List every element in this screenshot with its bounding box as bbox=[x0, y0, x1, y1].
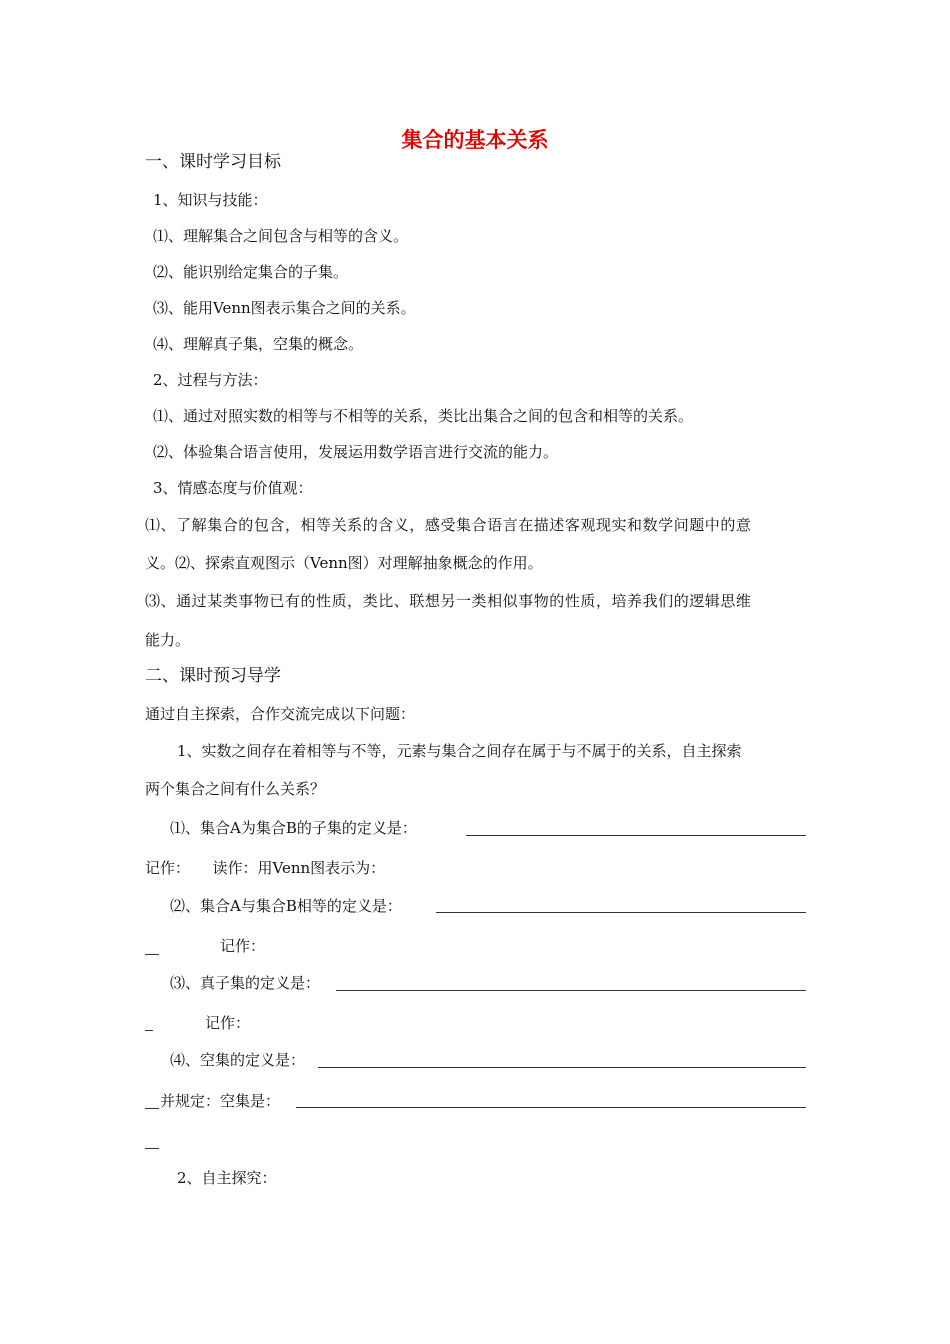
definition-prompt-proper-subset: ⑶、真子集的定义是： bbox=[170, 974, 321, 992]
section-heading-objectives: 一、课时学习目标 bbox=[145, 152, 281, 172]
objective-line: ⑵、能识别给定集合的子集。 bbox=[153, 263, 349, 281]
question-line: 2、自主探究： bbox=[177, 1169, 277, 1187]
definition-prompt-equal: ⑵、集合A与集合B相等的定义是： bbox=[170, 897, 402, 915]
subheading-attitude: 3、情感态度与价值观： bbox=[153, 479, 313, 497]
answer-blank-continued[interactable] bbox=[145, 954, 159, 955]
answer-blank[interactable] bbox=[336, 990, 806, 991]
section-heading-preview: 二、课时预习导学 bbox=[145, 666, 281, 686]
page-title: 集合的基本关系 bbox=[401, 128, 549, 152]
answer-blank[interactable] bbox=[318, 1067, 806, 1068]
objective-line: ⑴、通过对照实数的相等与不相等的关系，类比出集合之间的包含和相等的关系。 bbox=[153, 407, 694, 425]
objective-line: ⑴、了解集合的包含，相等关系的含义，感受集合语言在描述客观现实和数学问题中的意 bbox=[145, 516, 752, 534]
definition-note: 记作： bbox=[205, 1014, 251, 1032]
subheading-process: 2、过程与方法： bbox=[153, 371, 268, 389]
definition-note: 并规定：空集是： bbox=[160, 1092, 281, 1110]
question-line: 1、实数之间存在着相等与不等，元素与集合之间存在属于与不属于的关系，自主探索 bbox=[177, 742, 742, 760]
objective-line: ⑵、体验集合语言使用，发展运用数学语言进行交流的能力。 bbox=[153, 443, 559, 461]
answer-blank[interactable] bbox=[436, 912, 806, 913]
definition-note: 记作： 读作：用Venn图表示为： bbox=[145, 859, 386, 877]
answer-blank-continued[interactable] bbox=[145, 1148, 159, 1149]
objective-line: 义。⑵、探索直观图示（Venn图）对理解抽象概念的作用。 bbox=[145, 554, 543, 572]
answer-blank[interactable] bbox=[296, 1107, 806, 1108]
objective-line: ⑶、能用Venn图表示集合之间的关系。 bbox=[153, 299, 416, 317]
answer-blank[interactable] bbox=[466, 835, 806, 836]
question-line: 两个集合之间有什么关系？ bbox=[145, 780, 326, 798]
subheading-knowledge: 1、知识与技能： bbox=[153, 191, 268, 209]
definition-prompt-subset: ⑴、集合A为集合B的子集的定义是： bbox=[170, 819, 417, 837]
definition-prompt-empty-set: ⑷、空集的定义是： bbox=[170, 1051, 306, 1069]
objective-line: ⑷、理解真子集，空集的概念。 bbox=[153, 335, 364, 353]
objective-line: 能力。 bbox=[145, 631, 191, 649]
objective-line: ⑴、理解集合之间包含与相等的含义。 bbox=[153, 227, 409, 245]
answer-blank-continued[interactable] bbox=[145, 1030, 153, 1031]
definition-note: 记作： bbox=[220, 937, 266, 955]
objective-line: ⑶、通过某类事物已有的性质，类比、联想另一类相似事物的性质，培养我们的逻辑思维 bbox=[145, 592, 752, 610]
intro-line: 通过自主探索，合作交流完成以下问题： bbox=[145, 705, 416, 723]
answer-blank-continued[interactable] bbox=[145, 1108, 159, 1109]
